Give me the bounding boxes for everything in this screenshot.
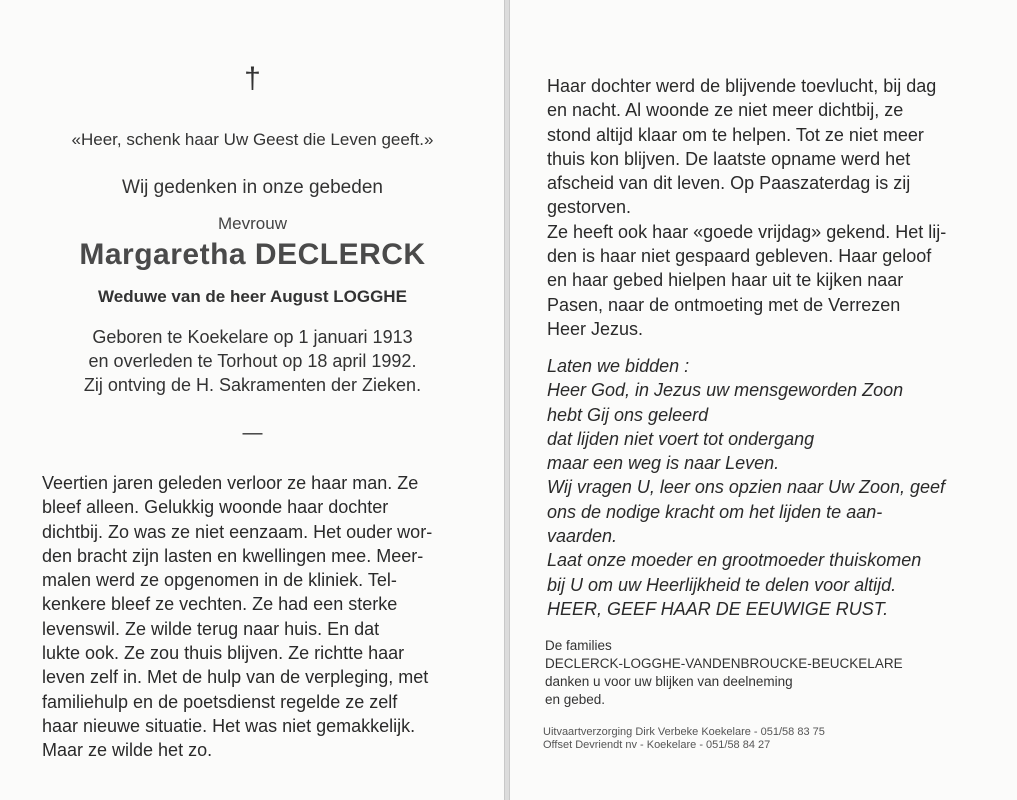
text-line: lukte ook. Ze zou thuis blijven. Ze richtte haar bbox=[42, 643, 405, 664]
prayer-text bbox=[547, 354, 977, 621]
bio-block bbox=[0, 325, 505, 397]
bio-line: Zij ontving de H. Sakramenten der Zieken. bbox=[83, 375, 422, 395]
opening-quote: «Heer, schenk haar Uw Geest die Leven geeft.» bbox=[71, 130, 434, 149]
prayer-line: Laat onze moeder en grootmoeder thuiskomen bbox=[547, 550, 922, 571]
text-line: thuis kon blijven. De laatste opname werd het bbox=[547, 148, 911, 169]
remembrance-line: Wij gedenken in onze gebeden bbox=[122, 177, 383, 198]
text-line: leven zelf in. Met de hulp van de verpleging, met bbox=[42, 667, 429, 688]
text-line: bleef alleen. Gelukkig woonde haar dochter bbox=[42, 497, 389, 518]
bio-line: en overleden te Torhout op 18 april 1992. bbox=[88, 351, 417, 371]
family-line: De families bbox=[545, 638, 612, 653]
text-line: malen werd ze opgenomen in de kliniek. Tel- bbox=[42, 570, 397, 591]
text-line: en nacht. Al woonde ze niet meer dichtbij, ze bbox=[547, 100, 904, 121]
left-page bbox=[0, 0, 505, 800]
text-line: en haar gebed hielpen haar uit te kijken naar bbox=[547, 270, 904, 291]
text-line: familiehulp en de poetsdienst regelde ze zelf bbox=[42, 691, 398, 712]
printer-credits bbox=[543, 726, 973, 752]
family-line: danken u voor uw blijken van deelneming bbox=[545, 674, 793, 689]
text-line: den is haar niet gespaard gebleven. Haar geloof bbox=[547, 246, 932, 267]
text-line: gestorven. bbox=[547, 197, 632, 218]
honorific: Mevrouw bbox=[218, 214, 287, 233]
text-line: Maar ze wilde het zo. bbox=[42, 740, 213, 761]
deceased-name: Margaretha DECLERCK bbox=[79, 238, 426, 271]
cross-symbol: † bbox=[244, 62, 261, 95]
text-line: haar nieuwe situatie. Het was niet gemakkelijk. bbox=[42, 715, 416, 736]
continuation-text bbox=[547, 74, 972, 341]
widow-line: Weduwe van de heer August LOGGHE bbox=[98, 287, 407, 306]
text-line: afscheid van dit leven. Op Paaszaterdag is zij bbox=[547, 173, 911, 194]
credit-line: Uitvaartverzorging Dirk Verbeke Koekelare - 051/58 83 75 bbox=[543, 726, 825, 738]
text-line: Haar dochter werd de blijvende toevlucht, bij dag bbox=[547, 76, 937, 96]
prayer-line: hebt Gij ons geleerd bbox=[547, 404, 709, 425]
prayer-line: ons de nodige kracht om het lijden te aan- bbox=[547, 501, 883, 522]
prayer-line: Wij vragen U, leer ons opzien naar Uw Zoon, geef bbox=[547, 477, 946, 498]
family-line: DECLERCK-LOGGHE-VANDENBROUCKE-BEUCKELARE bbox=[545, 656, 903, 671]
divider-dash: — bbox=[242, 422, 263, 444]
life-story-text bbox=[42, 471, 467, 763]
prayer-line: HEER, GEEF HAAR DE EEUWIGE RUST. bbox=[547, 598, 889, 619]
text-line: Ze heeft ook haar «goede vrijdag» gekend. Het lij- bbox=[547, 221, 947, 242]
prayer-line: dat lijden niet voert tot ondergang bbox=[547, 428, 815, 449]
text-line: den bracht zijn lasten en kwellingen mee. Meer- bbox=[42, 545, 424, 566]
text-line: stond altijd klaar om te helpen. Tot ze niet meer bbox=[547, 124, 924, 145]
text-line: Veertien jaren geleden verloor ze haar man. Ze bbox=[42, 473, 419, 493]
text-line: Heer Jezus. bbox=[547, 318, 644, 339]
prayer-line: Laten we bidden : bbox=[547, 356, 690, 376]
text-line: kenkere bleef ze vechten. Ze had een sterke bbox=[42, 594, 398, 615]
credit-line: Offset Devriendt nv - Koekelare - 051/58 84 27 bbox=[543, 739, 771, 751]
bio-line: Geboren te Koekelare op 1 januari 1913 bbox=[92, 327, 413, 347]
prayer-line: bij U om uw Heerlijkheid te delen voor altijd. bbox=[547, 574, 897, 595]
text-line: Pasen, naar de ontmoeting met de Verrezen bbox=[547, 294, 901, 315]
right-page bbox=[509, 0, 1017, 800]
prayer-line: vaarden. bbox=[547, 526, 618, 547]
prayer-line: Heer God, in Jezus uw mensgeworden Zoon bbox=[547, 380, 904, 401]
prayer-line: maar een weg is naar Leven. bbox=[547, 453, 780, 474]
text-line: levenswil. Ze wilde terug naar huis. En dat bbox=[42, 618, 380, 639]
family-thanks bbox=[545, 637, 975, 709]
text-line: dichtbij. Zo was ze niet eenzaam. Het ouder wor- bbox=[42, 521, 433, 542]
family-line: en gebed. bbox=[545, 692, 606, 707]
